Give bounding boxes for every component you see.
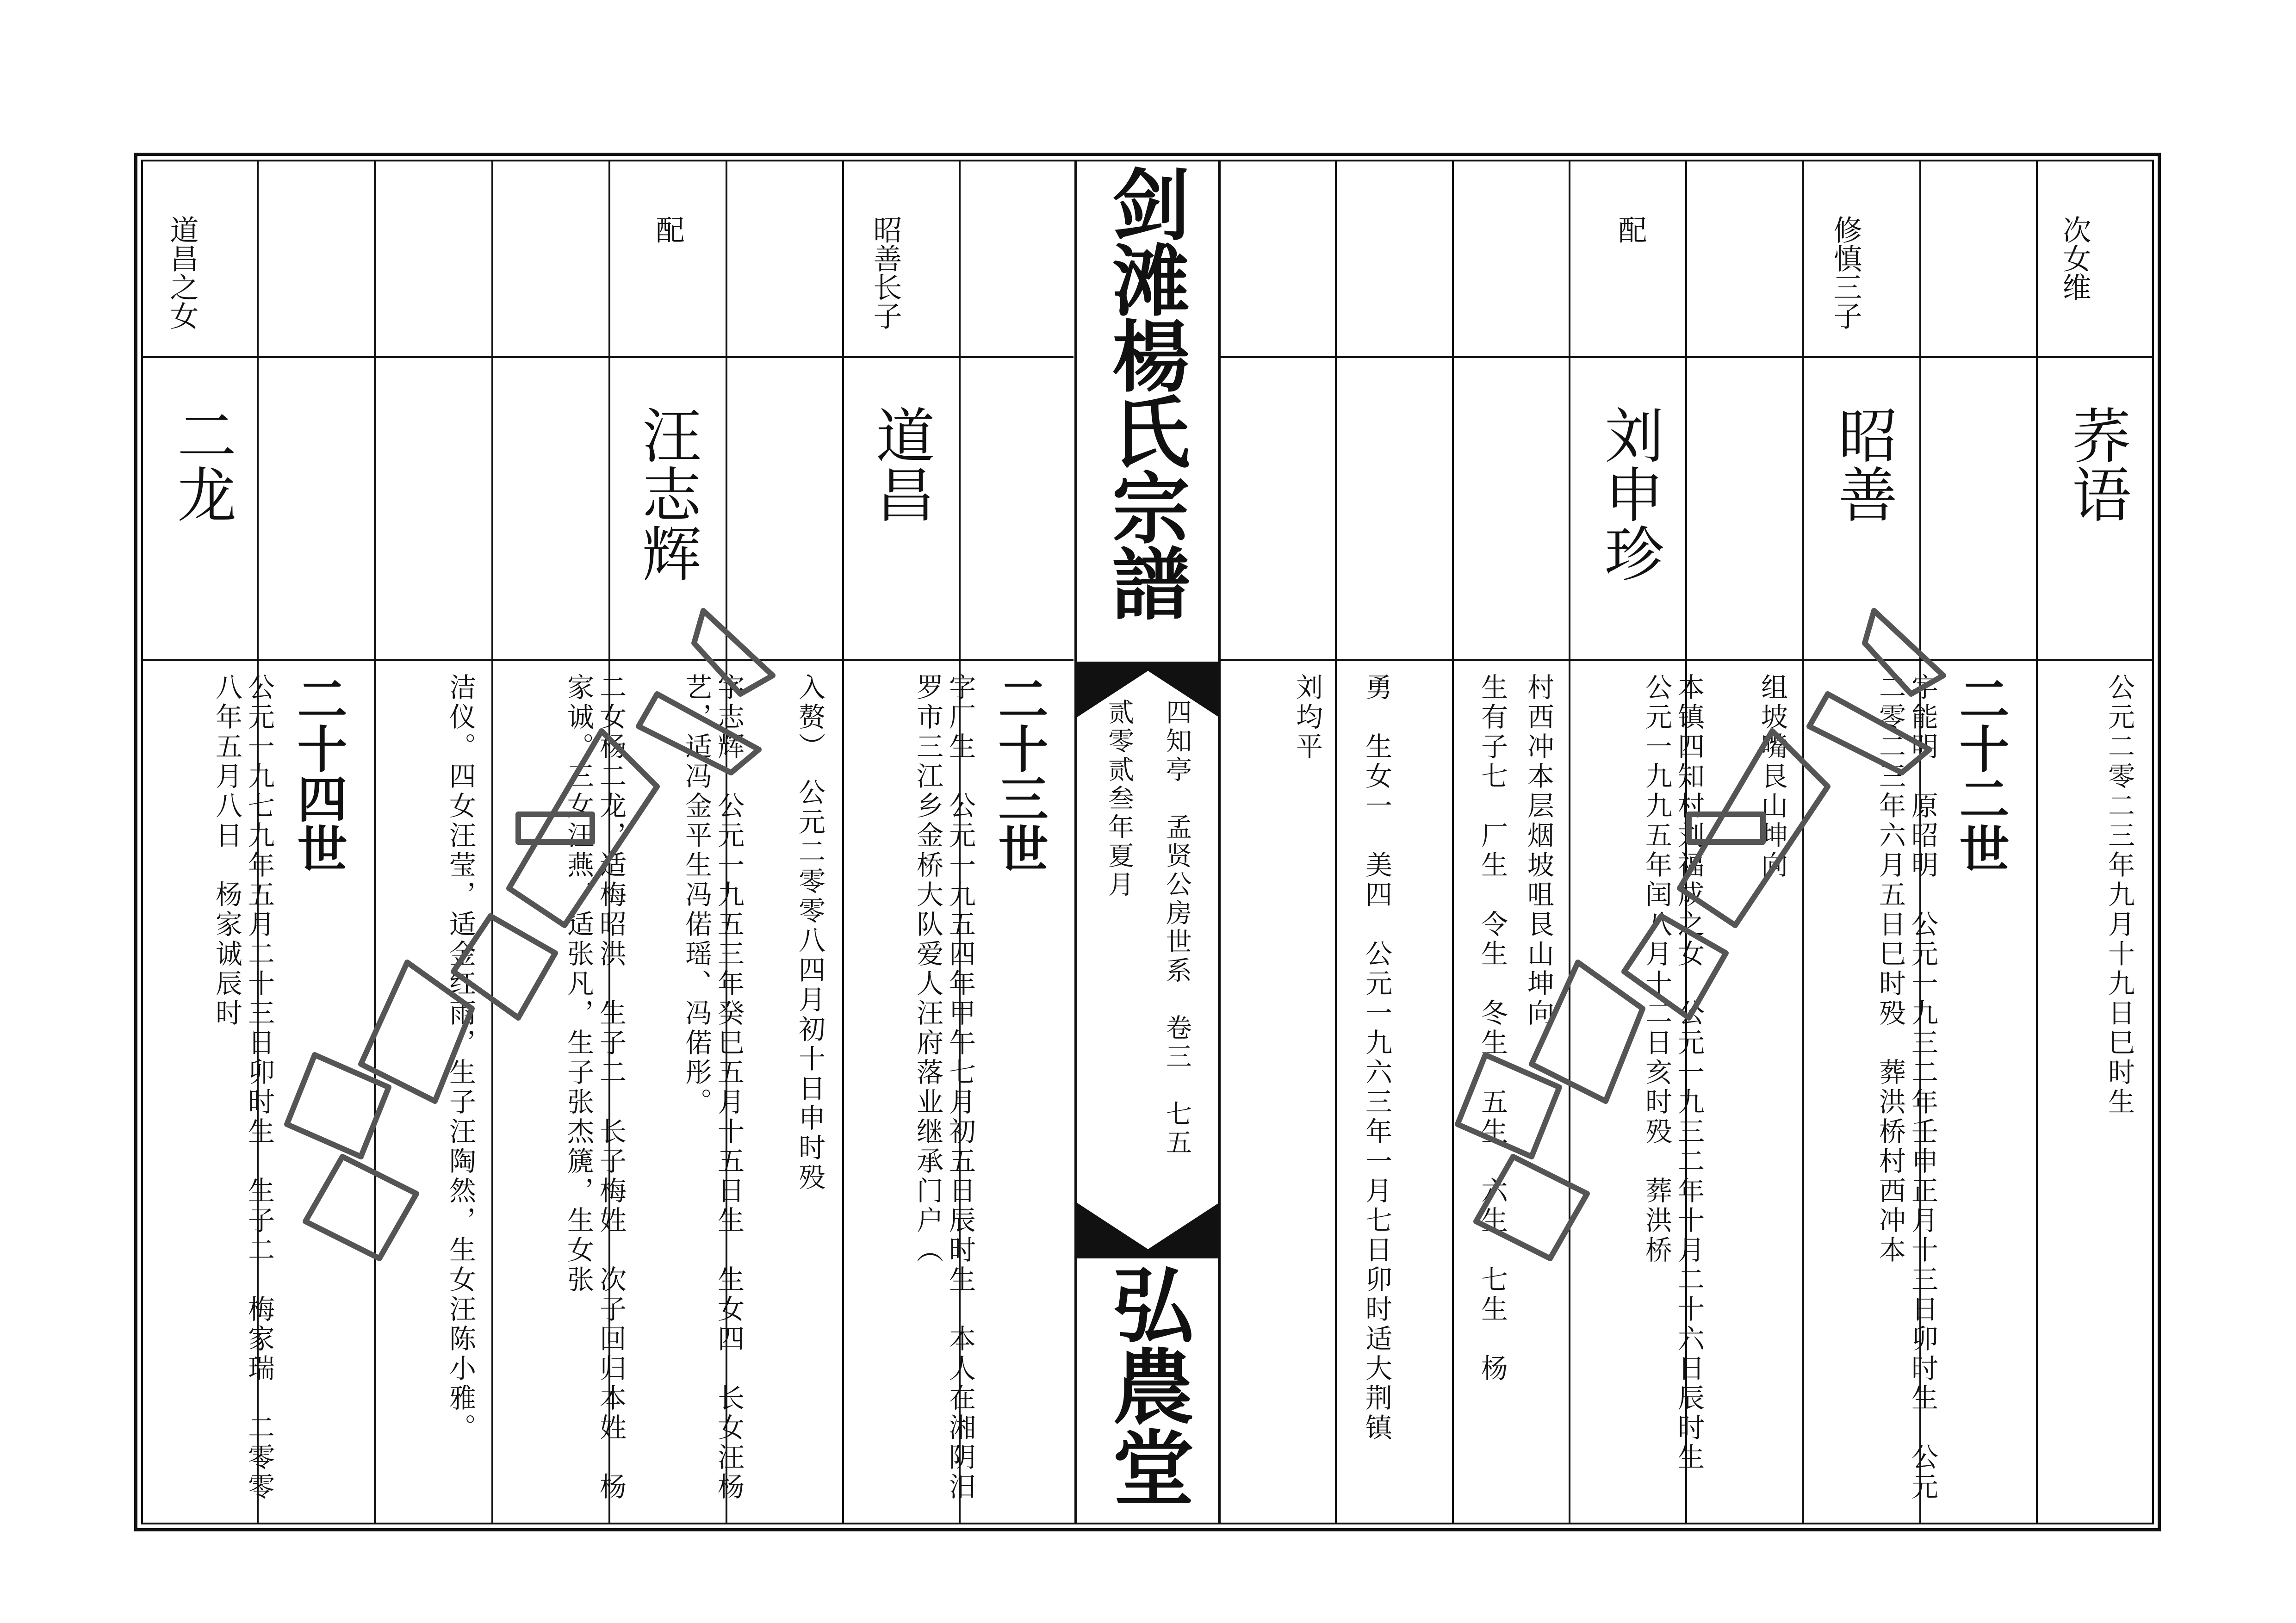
biography-text: 公元一九七九年五月二十三日卯时生 生子二 梅家瑞 二零零八年五月八日 杨家诚辰时: [211, 673, 275, 1502]
person-name: 刘申珍: [1595, 405, 1663, 582]
person-name: 荞语: [2062, 405, 2131, 523]
row-divider-left-2: [141, 659, 1074, 661]
hall-name: 弘農堂: [1099, 1263, 1195, 1507]
compile-date: 贰零贰叁年夏月: [1104, 699, 1134, 899]
biography-text: 勇 生女一 美四 公元一九六三年一月七日卯时适大荆镇: [1361, 673, 1392, 1443]
person-name: 汪志辉: [632, 405, 701, 582]
row-divider-left-1: [141, 356, 1074, 358]
biography-text: 入赘） 公元二零零八四月初十日申时殁: [794, 673, 825, 1193]
biography-text: 字厂生 公元一九五四年甲午七月初五日辰时生 本人在湘阴汨罗市三江乡金桥大队爱人汪府落业继承门户（: [912, 673, 976, 1502]
biography-text: 公元二零二三年九月十九日巳时生: [2104, 673, 2135, 1117]
biography-text: 本镇四知村刘福成之女 公元一九三二年十月二十六日辰时生 公元一九九五年闰八月十二日亥时殁 葬洪桥: [1641, 673, 1705, 1502]
generation-heading: 二十三世: [990, 673, 1048, 873]
generation-heading: 二十四世: [289, 673, 347, 873]
person-name: 道昌: [866, 405, 935, 523]
col-line: [1802, 160, 1804, 1524]
relation-label: 修慎三子: [1829, 215, 1862, 330]
col-line: [374, 160, 376, 1524]
col-line: [1335, 160, 1337, 1524]
spine-ornament-bottom: [1077, 1203, 1219, 1258]
biography-text: 村西冲本层烟坡咀艮山坤向: [1523, 673, 1554, 1028]
relation-label: 配: [651, 215, 685, 244]
col-line: [1452, 160, 1454, 1524]
biography-text: 刘均平: [1291, 673, 1323, 762]
relation-label: 配: [1613, 215, 1647, 244]
relation-label: 次女维: [2058, 215, 2091, 301]
generation-heading: 二十二世: [1951, 673, 2009, 873]
biography-text: 字志辉 公元一九五三年癸巳五月十五日生 生女四 长女汪杨艺，适冯金平生冯偌瑶、冯偌彤。: [681, 673, 745, 1502]
biography-text: 组坡嘴艮山坤向: [1756, 673, 1788, 880]
col-line: [491, 160, 493, 1524]
spine-ornament-top: [1077, 662, 1219, 717]
col-line: [1218, 160, 1221, 1524]
book-title: 剑滩楊氏宗譜: [1099, 164, 1191, 619]
branch-info: 四知亭 孟贤公房世系 卷三 七五: [1162, 699, 1192, 1158]
col-line: [1569, 160, 1570, 1524]
relation-label: 昭善长子: [869, 215, 902, 330]
biography-text: 生有子七 厂生 令生 冬生 五生 六生 七生 杨: [1477, 673, 1508, 1384]
col-line: [1074, 160, 1077, 1524]
person-name: 二龙: [167, 405, 236, 523]
relation-label: 道昌之女: [165, 215, 199, 330]
col-line: [842, 160, 844, 1524]
person-name: 昭善: [1828, 405, 1897, 523]
col-line: [2036, 160, 2038, 1524]
biography-text: 洁仪。四女汪莹，适金红雨，生子汪陶然，生女汪陈小雅。: [445, 673, 476, 1443]
biography-text: 字能明 原昭明 公元一九三二年壬申正月十三日卯时生 公元二零二三年六月五日巳时殁 葬洪桥村西冲本: [1874, 673, 1938, 1502]
biography-text: 二女杨二龙，适梅昭洪 生子二 长子梅姓 次子回归本姓 杨家诚。三女汪燕，适张凡，生子张杰篪，生女张: [563, 673, 627, 1502]
